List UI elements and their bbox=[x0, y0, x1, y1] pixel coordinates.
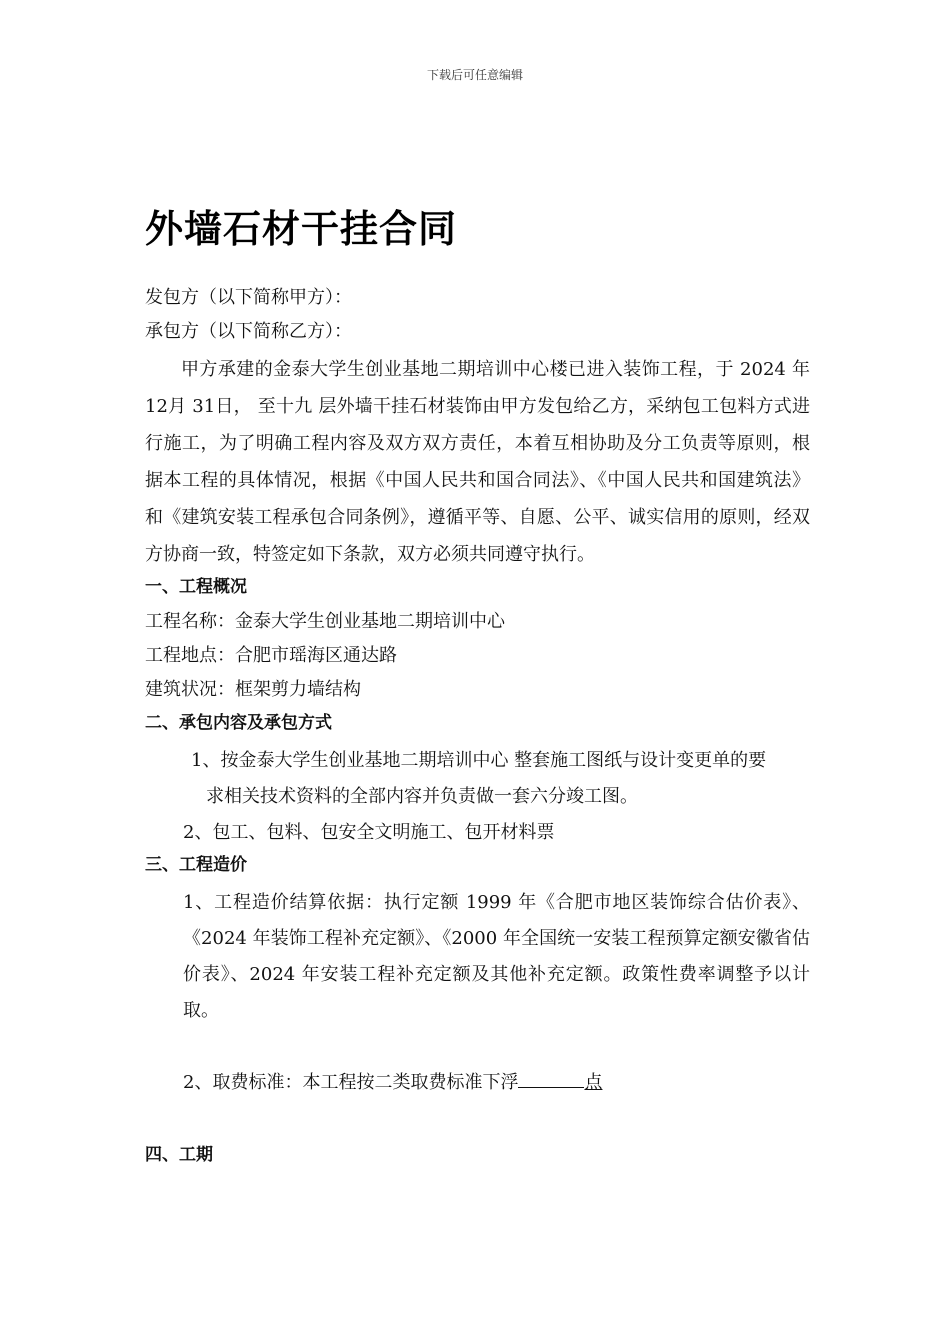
party-b-line: 承包方（以下简称乙方）： bbox=[145, 321, 352, 342]
project-location: 工程地点：合肥市瑶海区通达路 bbox=[145, 645, 397, 666]
party-a-line: 发包方（以下简称甲方）： bbox=[145, 287, 352, 308]
section-2-item-1-line-2: 求相关技术资料的全部内容并负责做一套六分竣工图。 bbox=[206, 786, 638, 807]
project-name: 工程名称：金泰大学生创业基地二期培训中心 bbox=[145, 611, 505, 632]
page-header: 下载后可任意编辑 bbox=[426, 68, 523, 82]
fee-standard-text: 2、取费标准：本工程按二类取费标准下浮 bbox=[183, 1072, 519, 1093]
section-2-item-1-line-1: 1、按金泰大学生创业基地二期培训中心 整套施工图纸与设计变更单的要 bbox=[191, 750, 767, 771]
section-3-item-2 bbox=[145, 1065, 810, 1101]
intro-paragraph: 甲方承建的金泰大学生创业基地二期培训中心楼已进入装饰工程，于 2024 年 12月 31日， 至十九 层外墙干挂石材装饰由甲方发包给乙方，采纳包工包料方式进行施工，为了明确工程内容及双方双方责任，本着互相协助及分工负责等原则，根据本工程的具体情况，根据《中国人民共和国合同法》、《中国人民共和国建筑法》和《建筑安装工程承包合同条例》，遵循平等、自愿、公平、诚实信用的原则，经双方协商一致，特签定如下条款，双方必须共同遵守执行。 bbox=[145, 359, 810, 565]
fee-unit: 点 bbox=[584, 1072, 603, 1093]
building-structure: 建筑状况：框架剪力墙结构 bbox=[145, 679, 361, 700]
section-2-item-2: 2、包工、包料、包安全文明施工、包开材料票 bbox=[183, 822, 555, 843]
section-1-heading: 一、工程概况 bbox=[145, 577, 247, 597]
section-2-item-1 bbox=[145, 743, 810, 815]
section-4-heading: 四、工期 bbox=[145, 1145, 213, 1165]
document-title: 外墙石材干挂合同 bbox=[145, 207, 458, 251]
section-3-heading: 三、工程造价 bbox=[145, 855, 247, 875]
section-2-heading: 二、承包内容及承包方式 bbox=[145, 713, 332, 733]
section-3-item-1: 1、工程造价结算依据：执行定额 1999 年《合肥市地区装饰综合估价表》、《2024 年装饰工程补充定额》、《2000 年全国统一安装工程预算定额安徽省估价表》、2024 年安装工程补充定额及其他补充定额。政策性费率调整予以计取。 bbox=[183, 892, 810, 1021]
document-body bbox=[145, 283, 810, 1175]
fee-blank-field[interactable] bbox=[518, 1067, 584, 1088]
